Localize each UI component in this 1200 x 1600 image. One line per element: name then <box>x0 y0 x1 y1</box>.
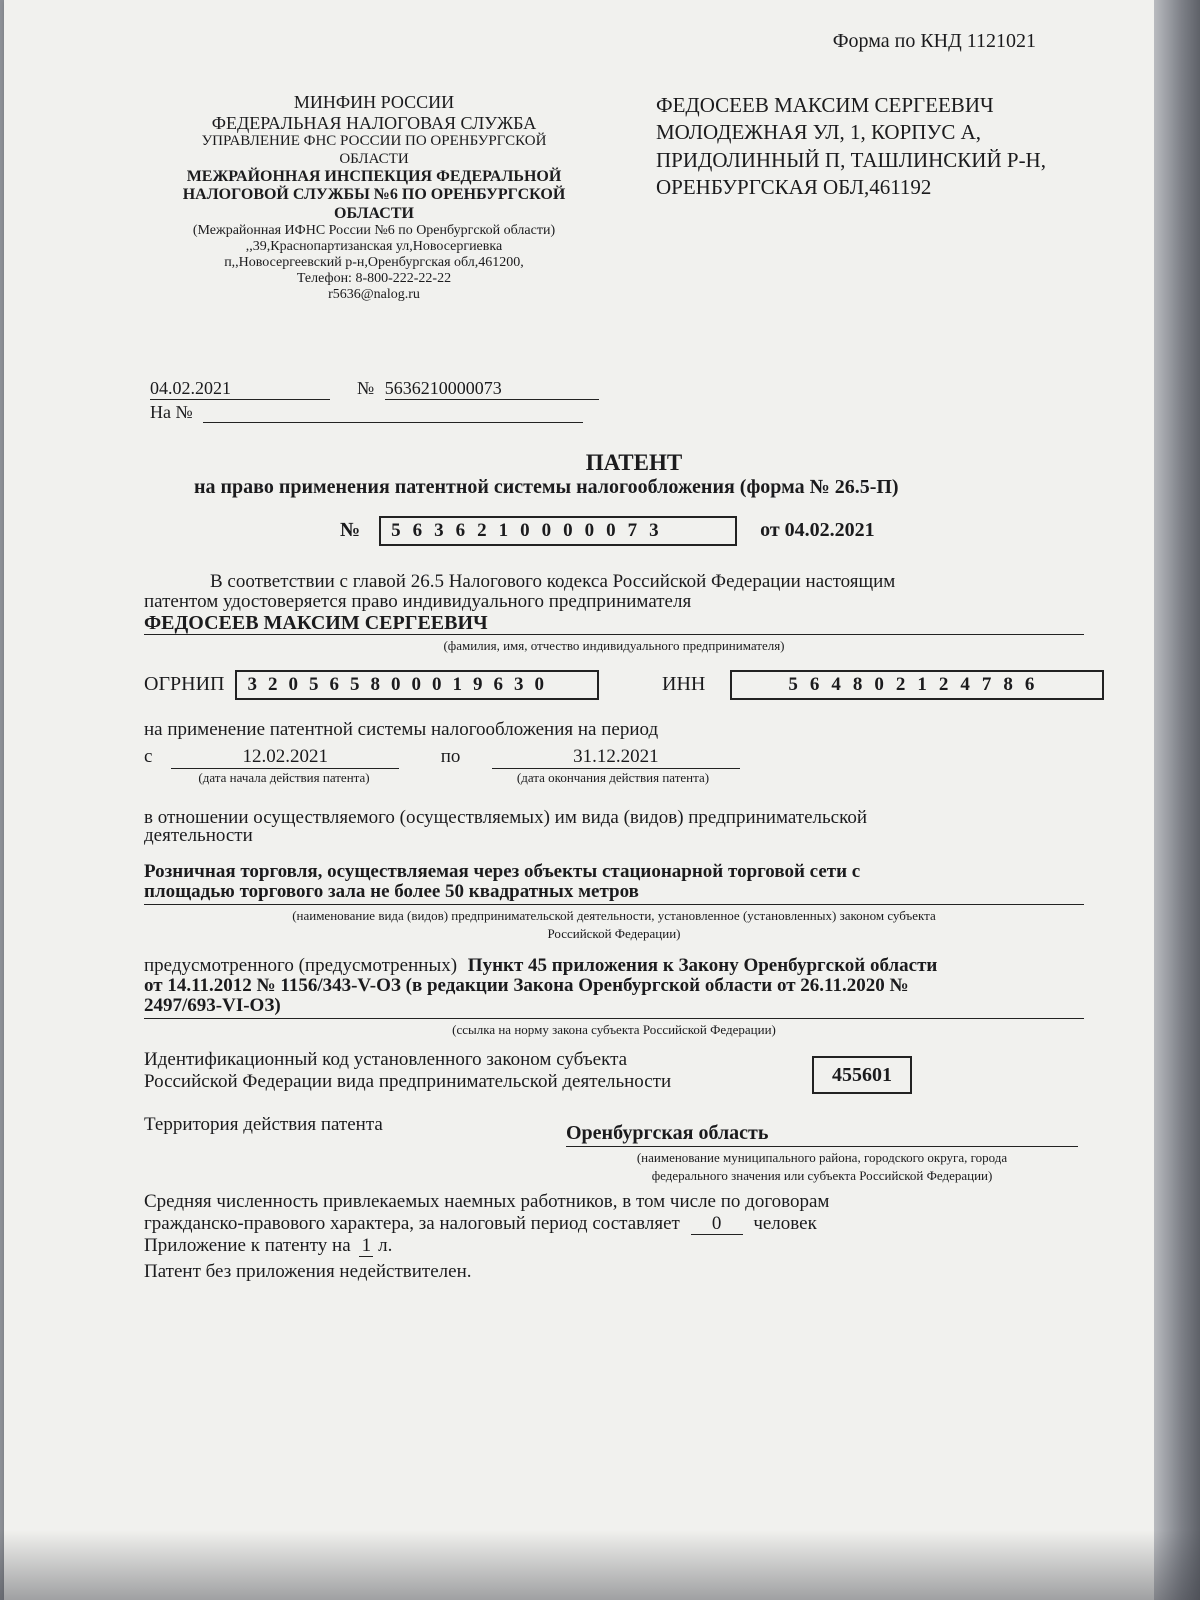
issuer-line: r5636@nalog.ru <box>328 287 420 303</box>
workers-line-2 <box>144 1214 817 1235</box>
issuer-line: НАЛОГОВОЙ СЛУЖБЫ №6 ПО ОРЕНБУРГСКОЙ <box>182 186 566 204</box>
name-caption: (фамилия, имя, отчество индивидуального предпринимателя) <box>443 638 785 653</box>
document-sheet <box>4 0 1154 1600</box>
activity-intro-line-1: в отношении осуществляемого (осуществляемых) им вида (видов) предпринимательской <box>144 807 868 828</box>
law-line-2: от 14.11.2012 № 1156/343-V-ОЗ (в редакции Закона Оренбургской области от 26.11.2020 № <box>144 975 909 996</box>
territory-caption-2: федерального значения или субъекта Российской Федерации) <box>651 1168 993 1183</box>
law-caption: (ссылка на норму закона субъекта Российской Федерации) <box>452 1022 776 1037</box>
issuer-block <box>144 92 604 304</box>
issuer-line: ОБЛАСТИ <box>339 150 409 167</box>
appendix-count: 1 <box>359 1236 373 1257</box>
end-date: 31.12.2021 <box>492 746 740 769</box>
activity-underline <box>144 904 1084 905</box>
page-title: ПАТЕНТ <box>585 450 683 475</box>
id-code-box: 455601 <box>812 1056 912 1094</box>
background-shadow <box>0 1530 1200 1600</box>
issuer-line: УПРАВЛЕНИЕ ФНС РОССИИ ПО ОРЕНБУРГСКОЙ <box>201 133 547 150</box>
appendix-suffix: л. <box>378 1235 393 1256</box>
ogrnip-label: ОГРНИП <box>144 673 225 695</box>
on-number-row <box>150 402 583 423</box>
issuer-line: МИНФИН РОССИИ <box>293 92 455 112</box>
intro-line-2: патентом удостоверяется право индивидуального предпринимателя <box>144 591 692 612</box>
patent-number-label: № <box>340 519 361 541</box>
appendix-prefix: Приложение к патенту на <box>144 1235 351 1256</box>
form-code: Форма по КНД 1121021 <box>832 30 1036 52</box>
inn-box: 564802124786 <box>730 670 1104 700</box>
workers-count: 0 <box>691 1214 743 1235</box>
issuer-line: п,,Новосергеевский р-н,Оренбургская обл,461200, <box>224 255 524 271</box>
workers-prefix: гражданско-правового характера, за налоговый период составляет <box>144 1213 680 1234</box>
territory-caption-1: (наименование муниципального района, городского округа, города <box>636 1150 1008 1165</box>
end-caption: (дата окончания действия патента) <box>516 770 710 785</box>
territory-underline <box>566 1146 1078 1147</box>
law-line-3: 2497/693-VI-ОЗ) <box>144 995 281 1016</box>
id-code-line-2: Российской Федерации вида предпринимательской деятельности <box>144 1071 672 1092</box>
id-code-line-1: Идентификационный код установленного законом субъекта <box>144 1049 628 1070</box>
issuer-line: ,,39,Краснопартизанская ул,Новосергиевка <box>245 239 503 255</box>
law-reference: Пункт 45 приложения к Закону Оренбургской области <box>467 955 938 976</box>
workers-line-1: Средняя численность привлекаемых наемных работников, в том числе по договорам <box>144 1191 830 1212</box>
name-underline <box>144 634 1084 635</box>
issuer-line: Телефон: 8-800-222-22-22 <box>296 271 452 287</box>
inn-label: ИНН <box>662 673 706 695</box>
workers-unit: человек <box>753 1213 817 1234</box>
patent-number-box: 5636210000073 <box>379 516 737 546</box>
inn-row <box>662 670 1104 700</box>
page-subtitle: на право применения патентной системы налогообложения (форма № 26.5-П) <box>194 476 899 498</box>
invalid-note: Патент без приложения недействителен. <box>144 1261 472 1282</box>
activity-caption-1: (наименование вида (видов) предпринимательской деятельности, установленное (установленных) законом субъекта <box>292 908 936 923</box>
law-line-1 <box>144 956 1084 976</box>
appendix-line <box>144 1236 392 1257</box>
law-underline <box>144 1018 1084 1019</box>
issuer-line: ОБЛАСТИ <box>334 204 414 222</box>
start-date: 12.02.2021 <box>171 746 399 769</box>
activity-line-2: площадью торгового зала не более 50 квадратных метров <box>144 881 639 902</box>
on-number-label: На № <box>150 402 193 422</box>
period-row <box>144 746 740 769</box>
intro-line-1: В соответствии с главой 26.5 Налогового кодекса Российской Федерации настоящим <box>210 571 896 592</box>
document-number: 5636210000073 <box>385 378 599 400</box>
recipient-line: ПРИДОЛИННЫЙ П, ТАШЛИНСКИЙ Р-Н, <box>656 147 1046 172</box>
issuer-line: МЕЖРАЙОННАЯ ИНСПЕКЦИЯ ФЕДЕРАЛЬНОЙ <box>186 167 562 185</box>
ogrnip-row <box>144 670 599 700</box>
document-date-row <box>150 378 599 400</box>
issuer-line: ФЕДЕРАЛЬНАЯ НАЛОГОВАЯ СЛУЖБА <box>211 112 537 133</box>
recipient-line: ФЕДОСЕЕВ МАКСИМ СЕРГЕЕВИЧ <box>656 93 994 117</box>
patent-date: от 04.02.2021 <box>760 519 875 541</box>
issuer-line: (Межрайонная ИФНС России №6 по Оренбургской области) <box>192 223 556 239</box>
activity-line-1: Розничная торговля, осуществляемая через объекты стационарной торговой сети с <box>144 861 861 882</box>
entrepreneur-name: ФЕДОСЕЕВ МАКСИМ СЕРГЕЕВИЧ <box>144 612 488 634</box>
start-caption: (дата начала действия патента) <box>198 770 370 785</box>
ogrnip-box: 320565800019630 <box>235 670 599 700</box>
recipient-line: МОЛОДЕЖНАЯ УЛ, 1, КОРПУС А, <box>656 120 981 145</box>
activity-caption-2: Российской Федерации) <box>547 926 681 941</box>
recipient-block <box>656 92 1046 201</box>
on-number-field <box>203 404 583 423</box>
law-prefix: предусмотренного (предусмотренных) <box>144 955 458 976</box>
background-edge <box>1154 0 1200 1600</box>
patent-number-row <box>340 516 875 546</box>
period-intro: на применение патентной системы налогообложения на период <box>144 719 659 740</box>
recipient-line: ОРЕНБУРГСКАЯ ОБЛ,461192 <box>656 174 932 199</box>
from-label: с <box>144 746 153 767</box>
territory-value: Оренбургская область <box>566 1122 769 1144</box>
territory-label: Территория действия патента <box>144 1114 383 1135</box>
activity-intro-line-2: деятельности <box>144 825 253 846</box>
document-date: 04.02.2021 <box>150 378 330 400</box>
document-number-label: № <box>357 378 375 398</box>
to-label: по <box>440 746 461 767</box>
